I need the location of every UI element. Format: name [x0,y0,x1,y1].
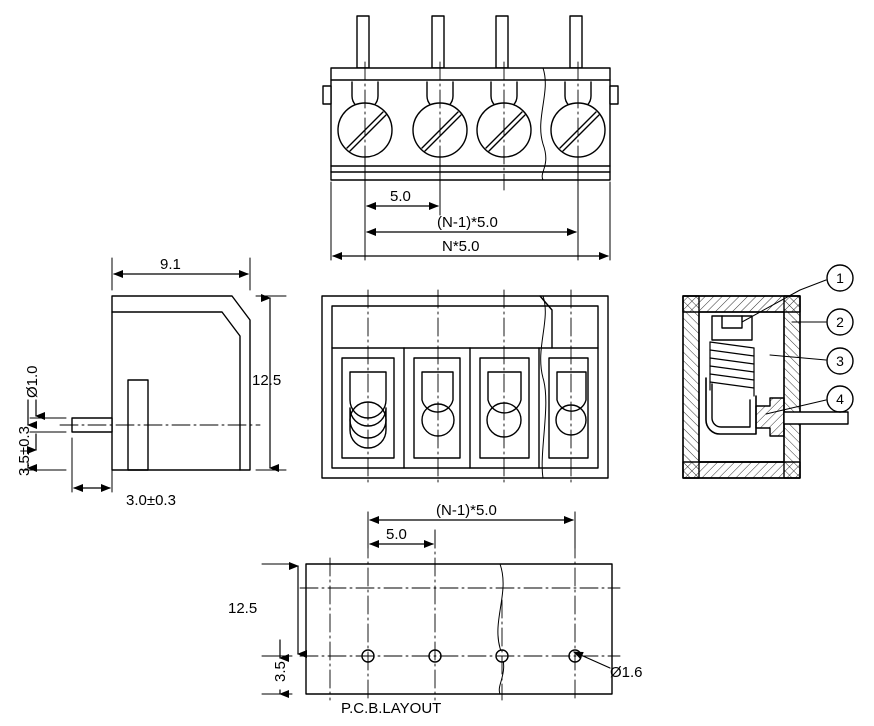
dim-pcb-pitch: 5.0 [386,526,407,543]
pcb-layout-caption: P.C.B.LAYOUT [341,700,442,717]
dim-body-depth: 9.1 [160,256,181,273]
dim-pin-offset: 3.5±0.3 [16,426,33,476]
section-view [683,296,848,478]
front-view [322,296,608,478]
callout-2-label: 2 [836,314,844,330]
callout-4-label: 4 [836,391,844,407]
dim-hole-diameter: Ø1.6 [610,664,643,681]
dim-pitch-top: 5.0 [390,188,411,205]
dim-pcb-inner-span: (N-1)*5.0 [436,502,497,519]
side-view [72,296,250,470]
callout-3-label: 3 [836,353,844,369]
top-view [323,16,618,180]
dim-pin-length: 3.0±0.3 [126,492,176,509]
dim-pin-diameter: Ø1.0 [24,365,41,398]
dim-inner-span-top: (N-1)*5.0 [437,214,498,231]
dim-body-height: 12.5 [252,372,282,389]
dim-total-span-top: N*5.0 [442,238,480,255]
dim-pcb-height: 12.5 [228,600,258,617]
dim-pcb-edge: 3.5 [272,661,289,682]
callout-1-label: 1 [836,270,844,286]
pcb-layout-view [306,564,612,694]
